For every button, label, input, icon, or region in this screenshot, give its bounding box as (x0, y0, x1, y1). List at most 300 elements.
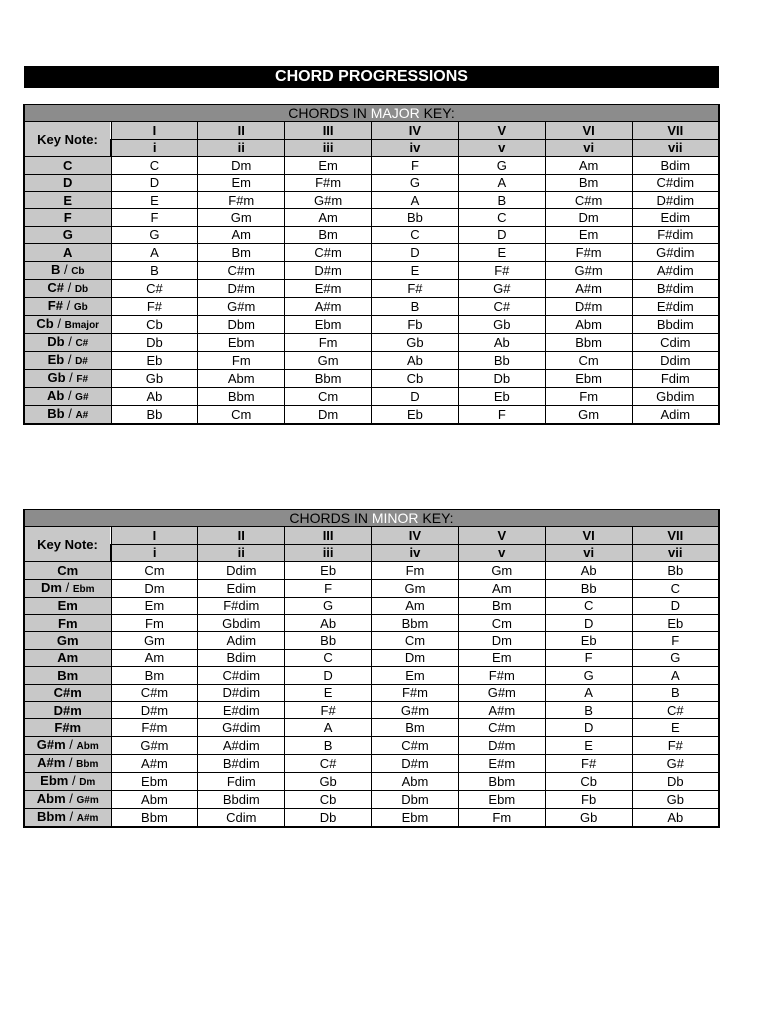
chord-cell: C#dim (632, 174, 719, 191)
chord-cell: F# (372, 279, 459, 297)
chord-cell: G (545, 667, 632, 684)
chord-cell: A#dim (198, 736, 285, 754)
enharmonic-key-note: F# (76, 373, 89, 385)
chord-cell: Fdim (632, 369, 719, 387)
enharmonic-key-note: Db (74, 283, 89, 295)
table-row (24, 597, 719, 614)
table-row (24, 261, 719, 279)
chord-cell: C (285, 649, 372, 666)
chord-cell: Bm (285, 226, 372, 243)
chord-cell: E (632, 719, 719, 736)
enharmonic-key-note: G# (75, 391, 89, 403)
table-row (24, 279, 719, 297)
chord-cell: A (285, 719, 372, 736)
table-row (24, 333, 719, 351)
chord-cell: F#dim (632, 226, 719, 243)
degree-numeral-lower: iii (285, 544, 372, 561)
chord-cell: Dm (285, 405, 372, 424)
table-row (24, 649, 719, 666)
chord-cell: Ddim (198, 562, 285, 579)
key-note-cell: Ebm / Dm (24, 772, 111, 790)
key-note-cell (24, 562, 111, 579)
chord-cell: Gb (632, 790, 719, 808)
chord-cell: Bbm (111, 808, 198, 827)
chord-cell: D (458, 226, 545, 243)
chord-cell: Em (198, 174, 285, 191)
chord-cell: A (372, 191, 459, 208)
chord-cell: E#dim (632, 297, 719, 315)
chord-cell: F#dim (198, 597, 285, 614)
degree-numeral-lower: vii (632, 139, 719, 156)
table-row (24, 174, 719, 191)
chord-cell: C# (285, 754, 372, 772)
chord-cell: Em (372, 667, 459, 684)
chord-cell: E (111, 191, 198, 208)
chord-cell: Eb (285, 562, 372, 579)
table-row (24, 701, 719, 718)
chord-cell: Bbdim (198, 790, 285, 808)
chord-cell: C#m (458, 719, 545, 736)
table-row (24, 684, 719, 701)
chord-cell: D (372, 387, 459, 405)
table-row (24, 754, 719, 772)
chord-cell: D (285, 667, 372, 684)
degree-numeral-lower: vi (545, 544, 632, 561)
table-row (24, 315, 719, 333)
chord-cell: Bm (545, 174, 632, 191)
chord-cell: Dm (458, 632, 545, 649)
key-note-cell (24, 667, 111, 684)
chord-cell: Fb (372, 315, 459, 333)
chord-cell: Eb (458, 387, 545, 405)
chord-cell: Cdim (198, 808, 285, 827)
degree-numeral-lower: v (458, 544, 545, 561)
chord-cell: B (111, 261, 198, 279)
chord-cell: D#dim (632, 191, 719, 208)
enharmonic-key-note: Gb (73, 301, 88, 313)
chord-cell: C# (111, 279, 198, 297)
key-note: Fm (58, 615, 78, 631)
chord-cell: Ab (632, 808, 719, 827)
chord-cell: Bbm (545, 333, 632, 351)
chord-cell: C (632, 579, 719, 597)
key-note: Em (57, 598, 78, 614)
chord-cell: B (458, 191, 545, 208)
enharmonic-key-note: A#m (76, 812, 99, 824)
chord-cell: Bbm (372, 614, 459, 631)
chord-cell: Fm (198, 351, 285, 369)
key-note-cell (24, 632, 111, 649)
key-note-cell (24, 597, 111, 614)
table-row (24, 790, 719, 808)
chord-cell: Am (198, 226, 285, 243)
chord-cell: Cb (545, 772, 632, 790)
chord-cell: D#m (458, 736, 545, 754)
chord-cell: Am (372, 597, 459, 614)
chord-cell: B (545, 701, 632, 718)
chord-cell: C#m (198, 261, 285, 279)
chord-cell: Fm (372, 562, 459, 579)
chord-cell: Gm (458, 562, 545, 579)
key-note: Gm (56, 633, 79, 649)
chord-cell: G#m (285, 191, 372, 208)
chord-cell: G#m (198, 297, 285, 315)
chord-cell: C#m (545, 191, 632, 208)
chord-cell: F# (458, 261, 545, 279)
chord-cell: D#m (545, 297, 632, 315)
key-note-cell: Gb / F# (24, 369, 111, 387)
table-row (24, 191, 719, 208)
key-note: C (63, 157, 73, 173)
chord-cell: Cm (111, 562, 198, 579)
table-row (24, 369, 719, 387)
chord-cell: Db (458, 369, 545, 387)
chord-cell: A (545, 684, 632, 701)
chord-cell: Bdim (632, 157, 719, 174)
key-note: Ebm (40, 772, 69, 788)
chord-cell: Gbdim (198, 614, 285, 631)
chord-cell: Dm (198, 157, 285, 174)
key-note-cell (24, 191, 111, 208)
chord-cell: Dm (545, 209, 632, 226)
chord-cell: G (285, 597, 372, 614)
chord-cell: C (458, 209, 545, 226)
degree-numeral-lower: vii (632, 544, 719, 561)
chord-cell: B (372, 297, 459, 315)
chord-cell: F# (111, 297, 198, 315)
degree-numeral-upper: I (111, 527, 198, 544)
chord-cell: F (285, 579, 372, 597)
chord-cell: Db (632, 772, 719, 790)
chord-cell: C# (458, 297, 545, 315)
chord-cell: G#dim (198, 719, 285, 736)
enharmonic-key-note: Cb (71, 265, 85, 277)
chord-cell: Am (545, 157, 632, 174)
chord-cell: A#m (285, 297, 372, 315)
chord-cell: D (372, 244, 459, 261)
key-note: Bm (57, 667, 79, 683)
key-note: G (62, 227, 73, 243)
chord-cell: Ebm (545, 369, 632, 387)
chord-cell: F (458, 405, 545, 424)
degree-numeral-upper: V (458, 122, 545, 139)
chord-cell: Gb (458, 315, 545, 333)
chord-cell: Cm (372, 632, 459, 649)
chord-cell: Gm (285, 351, 372, 369)
chord-cell: Em (111, 597, 198, 614)
enharmonic-key-note: G#m (76, 794, 99, 806)
chord-cell: F#m (372, 684, 459, 701)
table-row (24, 244, 719, 261)
key-note: G#m (36, 736, 66, 752)
table-row (24, 579, 719, 597)
chord-cell: A#m (458, 701, 545, 718)
chord-cell: G (372, 174, 459, 191)
key-note: Dm (41, 579, 62, 595)
enharmonic-key-note: Bmajor (64, 319, 100, 331)
chord-cell: Ebm (198, 333, 285, 351)
chord-cell: C#dim (198, 667, 285, 684)
degree-numeral-lower: ii (198, 139, 285, 156)
chord-cell: G#m (545, 261, 632, 279)
degree-numeral-lower: iv (372, 544, 459, 561)
degree-numeral-lower: iii (285, 139, 372, 156)
chord-cell: Bb (111, 405, 198, 424)
key-note: Eb (47, 351, 65, 367)
chord-cell: Bbdim (632, 315, 719, 333)
chord-cell: E#m (458, 754, 545, 772)
chord-cell: D (111, 174, 198, 191)
chord-cell: G (632, 649, 719, 666)
key-note: F# (47, 297, 63, 313)
key-note-cell (24, 174, 111, 191)
chord-cell: F#m (545, 244, 632, 261)
chord-cell: G#m (111, 736, 198, 754)
degree-numeral-lower: iv (372, 139, 459, 156)
chord-cell: D (545, 614, 632, 631)
chord-cell: Eb (545, 632, 632, 649)
chord-cell: Db (111, 333, 198, 351)
chord-cell: Ddim (632, 351, 719, 369)
chord-cell: Em (545, 226, 632, 243)
key-note-cell (24, 226, 111, 243)
degree-numeral-upper: II (198, 527, 285, 544)
chord-cell: F (111, 209, 198, 226)
chord-cell: Ab (111, 387, 198, 405)
degree-numeral-upper: VI (545, 527, 632, 544)
chord-cell: C#m (111, 684, 198, 701)
degree-numeral-upper: II (198, 122, 285, 139)
chord-cell: Eb (632, 614, 719, 631)
degree-numeral-lower: ii (198, 544, 285, 561)
key-note-cell: Ab / G# (24, 387, 111, 405)
key-note-cell (24, 701, 111, 718)
table-row (24, 209, 719, 226)
chord-cell: G# (632, 754, 719, 772)
key-note: Cm (57, 562, 79, 578)
chord-cell: Fm (111, 614, 198, 631)
chord-cell: Bm (458, 597, 545, 614)
chord-cell: Edim (632, 209, 719, 226)
chord-cell: G# (458, 279, 545, 297)
chord-cell: Bb (285, 632, 372, 649)
chord-cell: Cb (372, 369, 459, 387)
chord-cell: Ebm (285, 315, 372, 333)
minor-table-caption: CHORDS IN MINOR KEY: (24, 510, 719, 527)
key-note-cell (24, 649, 111, 666)
table-row (24, 808, 719, 827)
table-row (24, 226, 719, 243)
chord-cell: A#dim (632, 261, 719, 279)
degree-numeral-lower: i (111, 139, 198, 156)
enharmonic-key-note: Ebm (72, 583, 95, 595)
table-row (24, 297, 719, 315)
chord-cell: Ab (545, 562, 632, 579)
enharmonic-key-note: Abm (76, 740, 99, 752)
table-row (24, 562, 719, 579)
table-row (24, 719, 719, 736)
table-row (24, 351, 719, 369)
key-note-cell (24, 719, 111, 736)
chord-cell: Bm (198, 244, 285, 261)
chord-cell: Cdim (632, 333, 719, 351)
chord-cell: B (632, 684, 719, 701)
degree-numeral-upper: IV (372, 122, 459, 139)
chord-cell: F (372, 157, 459, 174)
key-note: Bb (47, 405, 65, 421)
key-note-cell (24, 157, 111, 174)
chord-cell: Gm (372, 579, 459, 597)
chord-cell: Ab (458, 333, 545, 351)
enharmonic-key-note: C# (75, 337, 89, 349)
key-note: Db (47, 333, 65, 349)
chord-cell: B#dim (632, 279, 719, 297)
key-note-cell: A#m / Bbm (24, 754, 111, 772)
chord-cell: A (458, 174, 545, 191)
chord-cell: F# (632, 736, 719, 754)
key-note: Ab (46, 387, 65, 403)
chord-cell: B#dim (198, 754, 285, 772)
key-note-cell: Eb / D# (24, 351, 111, 369)
chord-cell: D#m (111, 701, 198, 718)
major-table-caption: CHORDS IN MAJOR KEY: (24, 105, 719, 122)
chord-cell: Dm (372, 649, 459, 666)
key-note-cell (24, 244, 111, 261)
chord-cell: D#m (372, 754, 459, 772)
chord-cell: C (111, 157, 198, 174)
chord-cell: C# (632, 701, 719, 718)
chord-cell: Bdim (198, 649, 285, 666)
chord-cell: G#m (372, 701, 459, 718)
chord-cell: Fm (458, 808, 545, 827)
chord-cell: E (545, 736, 632, 754)
table-row (24, 157, 719, 174)
degree-numeral-lower: i (111, 544, 198, 561)
chord-cell: D (632, 597, 719, 614)
key-note-cell: Cb / Bmajor (24, 315, 111, 333)
chord-cell: F (545, 649, 632, 666)
degree-numeral-upper: I (111, 122, 198, 139)
chord-cell: E#dim (198, 701, 285, 718)
chord-cell: D#m (198, 279, 285, 297)
chord-cell: Dbm (372, 790, 459, 808)
chord-cell: F#m (458, 667, 545, 684)
chord-cell: G#m (458, 684, 545, 701)
chord-cell: E (372, 261, 459, 279)
chord-cell: Gb (111, 369, 198, 387)
chord-cell: B (285, 736, 372, 754)
degree-numeral-upper: VI (545, 122, 632, 139)
table-row (24, 772, 719, 790)
chord-cell: Fm (545, 387, 632, 405)
enharmonic-key-note: Bbm (76, 758, 99, 770)
key-note-cell: C# / Db (24, 279, 111, 297)
chord-cell: Am (111, 649, 198, 666)
key-note-cell (24, 614, 111, 631)
chord-cell: D (545, 719, 632, 736)
degree-numeral-upper: VII (632, 122, 719, 139)
key-note: E (63, 192, 73, 208)
chord-cell: Gb (372, 333, 459, 351)
chord-cell: Edim (198, 579, 285, 597)
table-row (24, 405, 719, 424)
chord-cell: G#dim (632, 244, 719, 261)
key-note: C# (47, 279, 64, 295)
chord-cell: Am (285, 209, 372, 226)
chord-cell: E#m (285, 279, 372, 297)
table-row (24, 387, 719, 405)
chord-cell: Cb (285, 790, 372, 808)
enharmonic-key-note: D# (75, 355, 88, 367)
chord-cell: A (111, 244, 198, 261)
chord-cell: C (545, 597, 632, 614)
table-row (24, 667, 719, 684)
chord-cell: Ebm (372, 808, 459, 827)
key-note: B (50, 261, 61, 277)
key-note: Gb (47, 369, 66, 385)
key-note-header: Key Note: (24, 122, 111, 157)
chord-cell: Gm (545, 405, 632, 424)
chord-cell: Am (458, 579, 545, 597)
key-note-cell: Dm / Ebm (24, 579, 111, 597)
chord-cell: Ab (285, 614, 372, 631)
key-note-cell (24, 209, 111, 226)
chord-cell: Ebm (111, 772, 198, 790)
key-note-cell: Abm / G#m (24, 790, 111, 808)
key-note: A (63, 244, 73, 260)
chord-cell: Em (285, 157, 372, 174)
degree-numeral-lower: vi (545, 139, 632, 156)
chord-cell: A (632, 667, 719, 684)
chord-cell: D#dim (198, 684, 285, 701)
chord-cell: Cb (111, 315, 198, 333)
chord-cell: Em (458, 649, 545, 666)
chord-cell: C#m (285, 244, 372, 261)
table-row (24, 614, 719, 631)
chord-cell: C (372, 226, 459, 243)
chord-cell: Abm (198, 369, 285, 387)
chord-cell: C#m (372, 736, 459, 754)
chord-cell: Bb (458, 351, 545, 369)
chord-cell: Bb (632, 562, 719, 579)
degree-numeral-upper: VII (632, 527, 719, 544)
chord-cell: F#m (111, 719, 198, 736)
chord-cell: Bbm (198, 387, 285, 405)
chord-cell: Cm (285, 387, 372, 405)
chord-cell: Gb (285, 772, 372, 790)
chord-cell: Cm (458, 614, 545, 631)
chord-cell: Fm (285, 333, 372, 351)
chord-cell: Cm (198, 405, 285, 424)
degree-numeral-upper: III (285, 527, 372, 544)
key-note: A#m (37, 754, 66, 770)
key-note: F (63, 210, 72, 226)
chord-cell: F (632, 632, 719, 649)
key-note: Am (57, 650, 79, 666)
key-note-header: Key Note: (24, 527, 111, 562)
key-note: D (63, 175, 73, 191)
chord-cell: Gm (198, 209, 285, 226)
chord-cell: Fdim (198, 772, 285, 790)
key-note-cell: Db / C# (24, 333, 111, 351)
key-note-cell: Bb / A# (24, 405, 111, 424)
chord-cell: E (458, 244, 545, 261)
chord-cell: Bbm (285, 369, 372, 387)
key-note: D#m (53, 702, 82, 718)
chord-cell: Bbm (458, 772, 545, 790)
chord-cell: D#m (285, 261, 372, 279)
chord-cell: Cm (545, 351, 632, 369)
